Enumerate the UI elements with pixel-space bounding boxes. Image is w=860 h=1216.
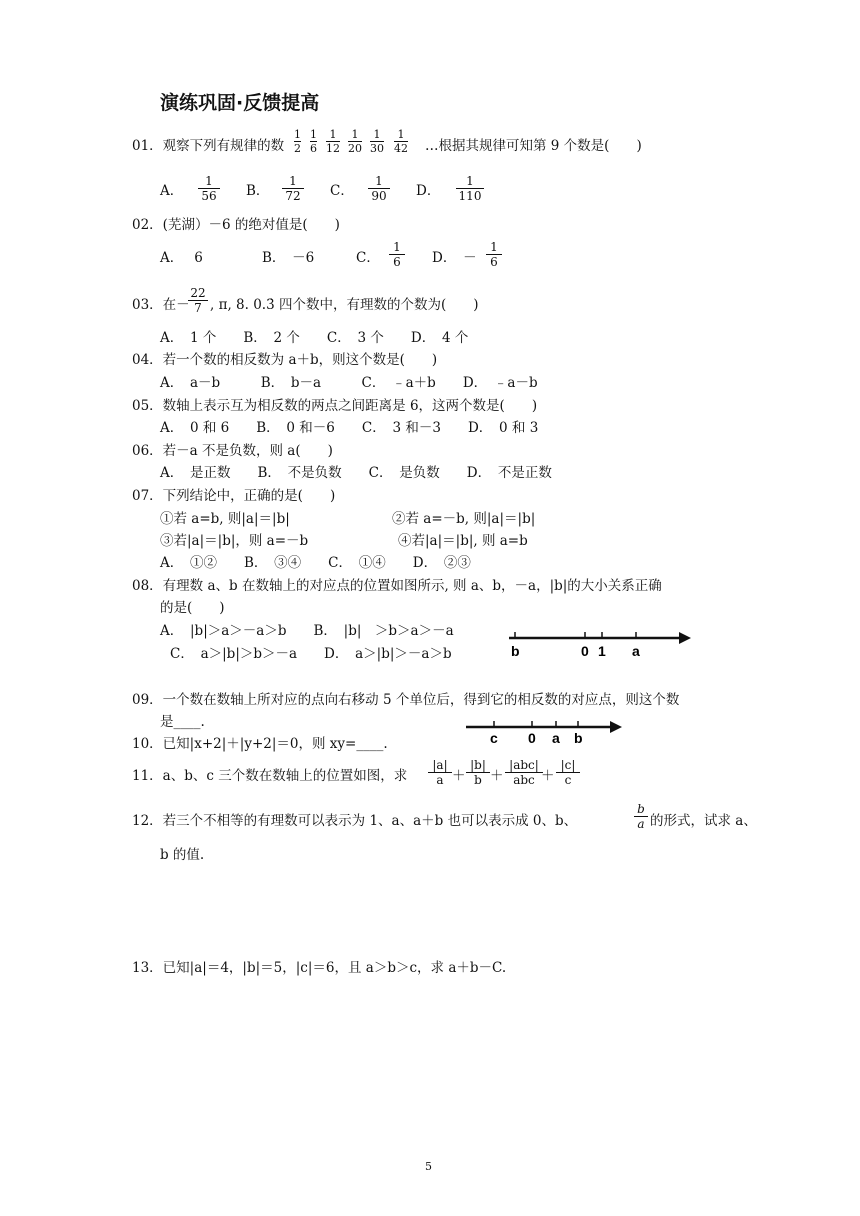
q07-statement-3: ③若|a|＝|b|，则 a=－b [160,533,309,549]
q02-opt-d-fraction: $\frac{1}{6}$ [486,240,502,269]
q08-axis-label-a: a [632,643,640,659]
q01-opt-a-label: A． [160,183,184,199]
q05-text: 05．数轴上表示互为相反数的两点之间距离是 6，这两个数是( ) [132,398,538,414]
q13-text: 13．已知|a|＝4，|b|＝5，|c|＝6，且 a＞b＞c，求 a＋b－C. [132,960,507,976]
q01-opt-a-fraction: $\frac{1}{56}$ [198,174,220,203]
q01-opt-d-label: D． [416,183,441,199]
q11-text: 11．a、b、c 三个数在数轴上的位置如图，求 [132,768,408,784]
q04-options: A． a－b B． b－a C． ﹣a＋b D． ﹣a－b [160,375,538,391]
q10-text: 10．已知|x+2|＋|y+2|＝0，则 xy=____. [132,736,388,752]
q01-text: 01．观察下列有规律的数 [132,138,285,154]
q11-fraction-c: $\frac{|c|}{c}$ [556,758,580,787]
q01-opt-c-label: C． [330,183,354,199]
q10-axis-label-a: a [552,730,560,746]
q03-text-pre: 03．在－ [132,297,190,313]
q08-options-cd: C． a＞|b|＞b＞－a D． a＞|b|＞－a＞b [170,646,452,662]
q03-fraction: $\frac{22}{7}$ [188,286,208,315]
q08-axis-label-b: b [511,643,520,659]
q02-opt-c-label: C． [356,250,380,266]
q02-opt-b: B． －6 [262,250,315,266]
q10-number-line [464,717,624,747]
q09-text-line2: 是____. [160,714,205,730]
q07-text: 07．下列结论中，正确的是( ) [132,488,336,504]
q01-opt-b-fraction: $\frac{1}{72}$ [282,174,304,203]
q02-opt-a: A． 6 [160,250,203,266]
q09-text-line1: 09．一个数在数轴上所对应的点向右移动 5 个单位后，得到它的相反数的对应点，则这个数 [132,692,680,708]
q11-plus-1: ＋ [452,768,466,784]
q06-options: A． 是正数 B． 不是负数 C． 是负数 D． 不是正数 [160,465,552,481]
q01-seq-fraction: $\frac{1}{30}$ [370,128,384,155]
q03-text-post: , π, 8. 0.3̇ 四个数中，有理数的个数为( ) [210,297,479,313]
q02-opt-c-fraction: $\frac{1}{6}$ [389,240,405,269]
page-number: 5 [425,1160,432,1173]
q10-axis-label-b: b [574,730,583,746]
section-title: 演练巩固·反馈提高 [160,92,320,114]
q01-opt-b-label: B． [246,183,270,199]
q10-axis-label-0: 0 [528,730,536,746]
q03-options: A． 1 个 B． 2 个 C． 3 个 D． 4 个 [160,330,469,346]
q12-line2: b 的值. [160,847,205,863]
q01-tail: …根据其规律可知第 9 个数是( ) [425,138,642,154]
q08-axis-label-1: 1 [598,643,606,659]
q08-options-ab: A． |b|＞a＞－a＞b B． |b| ＞b＞a＞－a [160,623,454,639]
q12-fraction: $\frac{b}{a}$ [634,802,648,831]
q01-seq-fraction: $\frac{1}{2}$ [294,128,301,155]
q07-statement-1: ①若 a=b, 则|a|＝|b| [160,511,290,527]
q01-opt-d-fraction: $\frac{1}{110}$ [456,174,484,203]
q02-opt-d-label: D． － [432,250,477,266]
q02-text: 02．(芜湖）－6 的绝对值是( ) [132,217,340,233]
q12-text: 12．若三个不相等的有理数可以表示为 1、a、a＋b 也可以表示成 0、b、 [132,813,578,829]
q10-axis-label-c: c [490,730,498,746]
q07-options: A． ①② B． ③④ C． ①④ D． ②③ [160,555,471,571]
q04-text: 04．若一个数的相反数为 a＋b，则这个数是( ) [132,352,438,368]
q07-statement-4: ④若|a|＝|b|, 则 a=b [398,533,528,549]
q12-tail: 的形式，试求 a、 [650,813,757,829]
q01-seq-fraction: $\frac{1}{20}$ [348,128,362,155]
q06-text: 06．若－a 不是负数，则 a( ) [132,443,333,459]
q05-options: A． 0 和 6 B． 0 和－6 C． 3 和－3 D． 0 和 3 [160,420,539,436]
q08-text-line2: 的是( ) [160,600,225,616]
q01-seq-fraction: $\frac{1}{6}$ [310,128,317,155]
q11-fraction-abc: |abc| abc [505,758,543,787]
q08-axis-label-0: 0 [581,643,589,659]
q08-number-line [505,626,695,662]
q08-text-line1: 08．有理数 a、b 在数轴上的对应点的位置如图所示, 则 a、b，－a，|b|的大小关系正确 [132,578,662,594]
q01-seq-fraction: $\frac{1}{12}$ [326,128,340,155]
q11-plus-2: ＋ [490,768,504,784]
q01-seq-fraction: $\frac{1}{42}$ [394,128,408,155]
q11-fraction-a: $\frac{|a|}{a}$ [428,758,452,787]
q01-opt-c-fraction: $\frac{1}{90}$ [368,174,390,203]
q07-statement-2: ②若 a=－b, 则|a|＝|b| [392,511,536,527]
q11-plus-3: ＋ [541,768,555,784]
q11-fraction-b: $\frac{|b|}{b}$ [466,758,490,787]
